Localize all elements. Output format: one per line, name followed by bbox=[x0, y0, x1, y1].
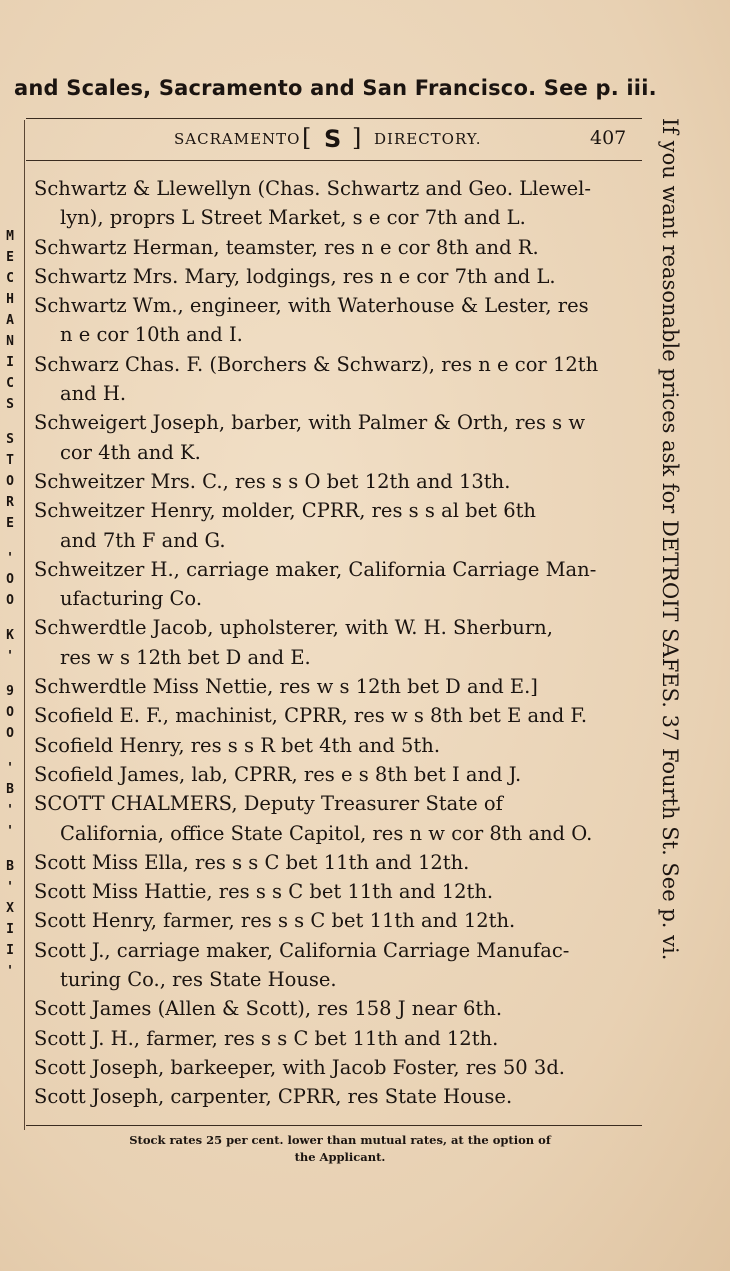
entry-line: Scott Joseph, barkeeper, with Jacob Foster, res 50 3d. bbox=[34, 1055, 565, 1079]
left-ad-letter: O bbox=[6, 474, 14, 489]
entry-line: Schweitzer Mrs. C., res s s O bet 12th and 13th. bbox=[34, 469, 511, 493]
left-ad-letter: K bbox=[6, 628, 14, 643]
entry-line: Scofield James, lab, CPRR, res e s 8th bet I and J. bbox=[34, 762, 522, 786]
left-ad-letter: I bbox=[6, 355, 14, 370]
left-ad-letter: H bbox=[6, 292, 14, 307]
entry-continuation-line: ufacturing Co. bbox=[60, 587, 203, 611]
left-ad-letter: B bbox=[6, 859, 14, 874]
entry-line: Scott Henry, farmer, res s s C bet 11th and 12th. bbox=[34, 909, 516, 933]
directory-entry bbox=[34, 906, 644, 935]
entry-line: Schwartz Mrs. Mary, lodgings, res n e cor 7th and L. bbox=[34, 264, 556, 288]
entry-continuation-line: and H. bbox=[60, 382, 127, 406]
left-ad-letter: ' bbox=[6, 761, 14, 776]
directory-entry bbox=[34, 1082, 644, 1111]
directory-entry bbox=[34, 994, 644, 1023]
left-margin-rule bbox=[24, 120, 25, 1130]
entry-line: Scott James (Allen & Scott), res 158 J near 6th. bbox=[34, 997, 503, 1021]
header-city: SACRAMENTO bbox=[174, 130, 301, 148]
directory-entry bbox=[34, 350, 644, 409]
left-ad-letter: B bbox=[6, 782, 14, 797]
left-ad-letter: ' bbox=[6, 551, 14, 566]
entry-line: Scofield Henry, res s s R bet 4th and 5th. bbox=[34, 733, 441, 757]
footer-line: the Applicant. bbox=[294, 1150, 386, 1164]
entry-line: Scott J., carriage maker, California Carriage Manufac- bbox=[34, 938, 570, 962]
left-ad-letter: ' bbox=[6, 824, 14, 839]
directory-entry bbox=[34, 672, 644, 701]
header-bracket-open: [ bbox=[302, 124, 313, 152]
entry-line: Scott Miss Ella, res s s C bet 11th and 12th. bbox=[34, 850, 470, 874]
left-ad-letter: S bbox=[6, 432, 14, 447]
directory-entry bbox=[34, 613, 644, 672]
left-ad-letter: ' bbox=[6, 803, 14, 818]
entry-continuation-line: and 7th F and G. bbox=[60, 528, 226, 552]
directory-entry bbox=[34, 936, 644, 995]
left-ad-letter: ' bbox=[6, 964, 14, 979]
left-ad-letter: A bbox=[6, 313, 14, 328]
left-ad-letter: S bbox=[6, 397, 14, 412]
header-bracket-close: ] bbox=[352, 124, 363, 152]
left-ad-letter: N bbox=[6, 334, 14, 349]
entry-continuation-line: California, office State Capitol, res n w cor 8th and O. bbox=[60, 821, 593, 845]
left-ad-letter: ' bbox=[6, 880, 14, 895]
header-section-letter: S bbox=[324, 125, 343, 153]
page-number: 407 bbox=[590, 127, 627, 149]
left-ad-letter: E bbox=[6, 250, 14, 265]
header-rule-bottom bbox=[26, 160, 642, 161]
directory-entry bbox=[34, 291, 644, 350]
footer-note bbox=[60, 1132, 620, 1166]
directory-entry bbox=[34, 233, 644, 262]
left-ad-letter: O bbox=[6, 726, 14, 741]
directory-entry bbox=[34, 1024, 644, 1053]
directory-entry bbox=[34, 408, 644, 467]
entry-continuation-line: n e cor 10th and I. bbox=[60, 323, 243, 347]
entry-line: Schwerdtle Jacob, upholsterer, with W. H. Sherburn, bbox=[34, 616, 553, 640]
entry-line: Scott Joseph, carpenter, CPRR, res State House. bbox=[34, 1085, 513, 1109]
directory-entry bbox=[34, 1053, 644, 1082]
left-ad-letter: R bbox=[6, 495, 14, 510]
footer-rule bbox=[26, 1125, 642, 1126]
entry-line: Schwartz Herman, teamster, res n e cor 8th and R. bbox=[34, 235, 539, 259]
entry-line: Schwartz Wm., engineer, with Waterhouse & Lester, res bbox=[34, 294, 589, 318]
entry-line: Schwarz Chas. F. (Borchers & Schwarz), res n e cor 12th bbox=[34, 352, 599, 376]
entry-continuation-line: lyn), proprs L Street Market, s e cor 7th and L. bbox=[60, 206, 526, 230]
header-rule-top bbox=[26, 118, 642, 119]
entry-continuation-line: turing Co., res State House. bbox=[60, 968, 337, 992]
entry-continuation-line: cor 4th and K. bbox=[60, 440, 201, 464]
left-ad-letter: M bbox=[6, 229, 14, 244]
left-advertisement bbox=[2, 226, 18, 982]
left-ad-letter: I bbox=[6, 922, 14, 937]
running-header bbox=[26, 124, 642, 156]
top-advertisement: and Scales, Sacramento and San Francisco. See p. iii. bbox=[14, 76, 657, 100]
entry-line: Schweigert Joseph, barber, with Palmer & Orth, res s w bbox=[34, 411, 586, 435]
directory-entry bbox=[34, 789, 644, 848]
entry-line: Schweitzer H., carriage maker, California Carriage Man- bbox=[34, 557, 597, 581]
directory-entry bbox=[34, 467, 644, 496]
directory-entry bbox=[34, 731, 644, 760]
directory-entry bbox=[34, 760, 644, 789]
header-directory: DIRECTORY. bbox=[374, 130, 482, 148]
left-ad-letter: T bbox=[6, 453, 14, 468]
entry-line: Schwerdtle Miss Nettie, res w s 12th bet D and E.] bbox=[34, 675, 538, 699]
directory-entry bbox=[34, 701, 644, 730]
left-ad-letter: 9 bbox=[6, 684, 14, 699]
directory-entry bbox=[34, 848, 644, 877]
left-ad-letter: C bbox=[6, 271, 14, 286]
entry-continuation-line: res w s 12th bet D and E. bbox=[60, 645, 311, 669]
entry-line: SCOTT CHALMERS, Deputy Treasurer State of bbox=[34, 792, 503, 816]
entry-line: Schweitzer Henry, molder, CPRR, res s s al bet 6th bbox=[34, 499, 536, 523]
footer-line: Stock rates 25 per cent. lower than mutual rates, at the option of bbox=[129, 1133, 551, 1147]
directory-entry bbox=[34, 496, 644, 555]
entry-line: Scott J. H., farmer, res s s C bet 11th and 12th. bbox=[34, 1026, 499, 1050]
entry-line: Scott Miss Hattie, res s s C bet 11th and 12th. bbox=[34, 880, 494, 904]
left-ad-letter: C bbox=[6, 376, 14, 391]
right-advertisement: If you want reasonable prices ask for DETROIT SAFES. 37 Fourth St. See p. vi. bbox=[658, 118, 682, 961]
directory-entry bbox=[34, 555, 644, 614]
entry-line: Scofield E. F., machinist, CPRR, res w s 8th bet E and F. bbox=[34, 704, 588, 728]
left-ad-letter: E bbox=[6, 516, 14, 531]
left-ad-letter: O bbox=[6, 705, 14, 720]
directory-entry bbox=[34, 877, 644, 906]
left-ad-letter: ' bbox=[6, 649, 14, 664]
left-ad-letter: X bbox=[6, 901, 14, 916]
left-ad-letter: O bbox=[6, 593, 14, 608]
directory-entries bbox=[34, 174, 644, 1112]
left-ad-letter: O bbox=[6, 572, 14, 587]
directory-entry bbox=[34, 262, 644, 291]
directory-entry bbox=[34, 174, 644, 233]
left-ad-letter: I bbox=[6, 943, 14, 958]
entry-line: Schwartz & Llewellyn (Chas. Schwartz and Geo. Llewel- bbox=[34, 177, 592, 200]
